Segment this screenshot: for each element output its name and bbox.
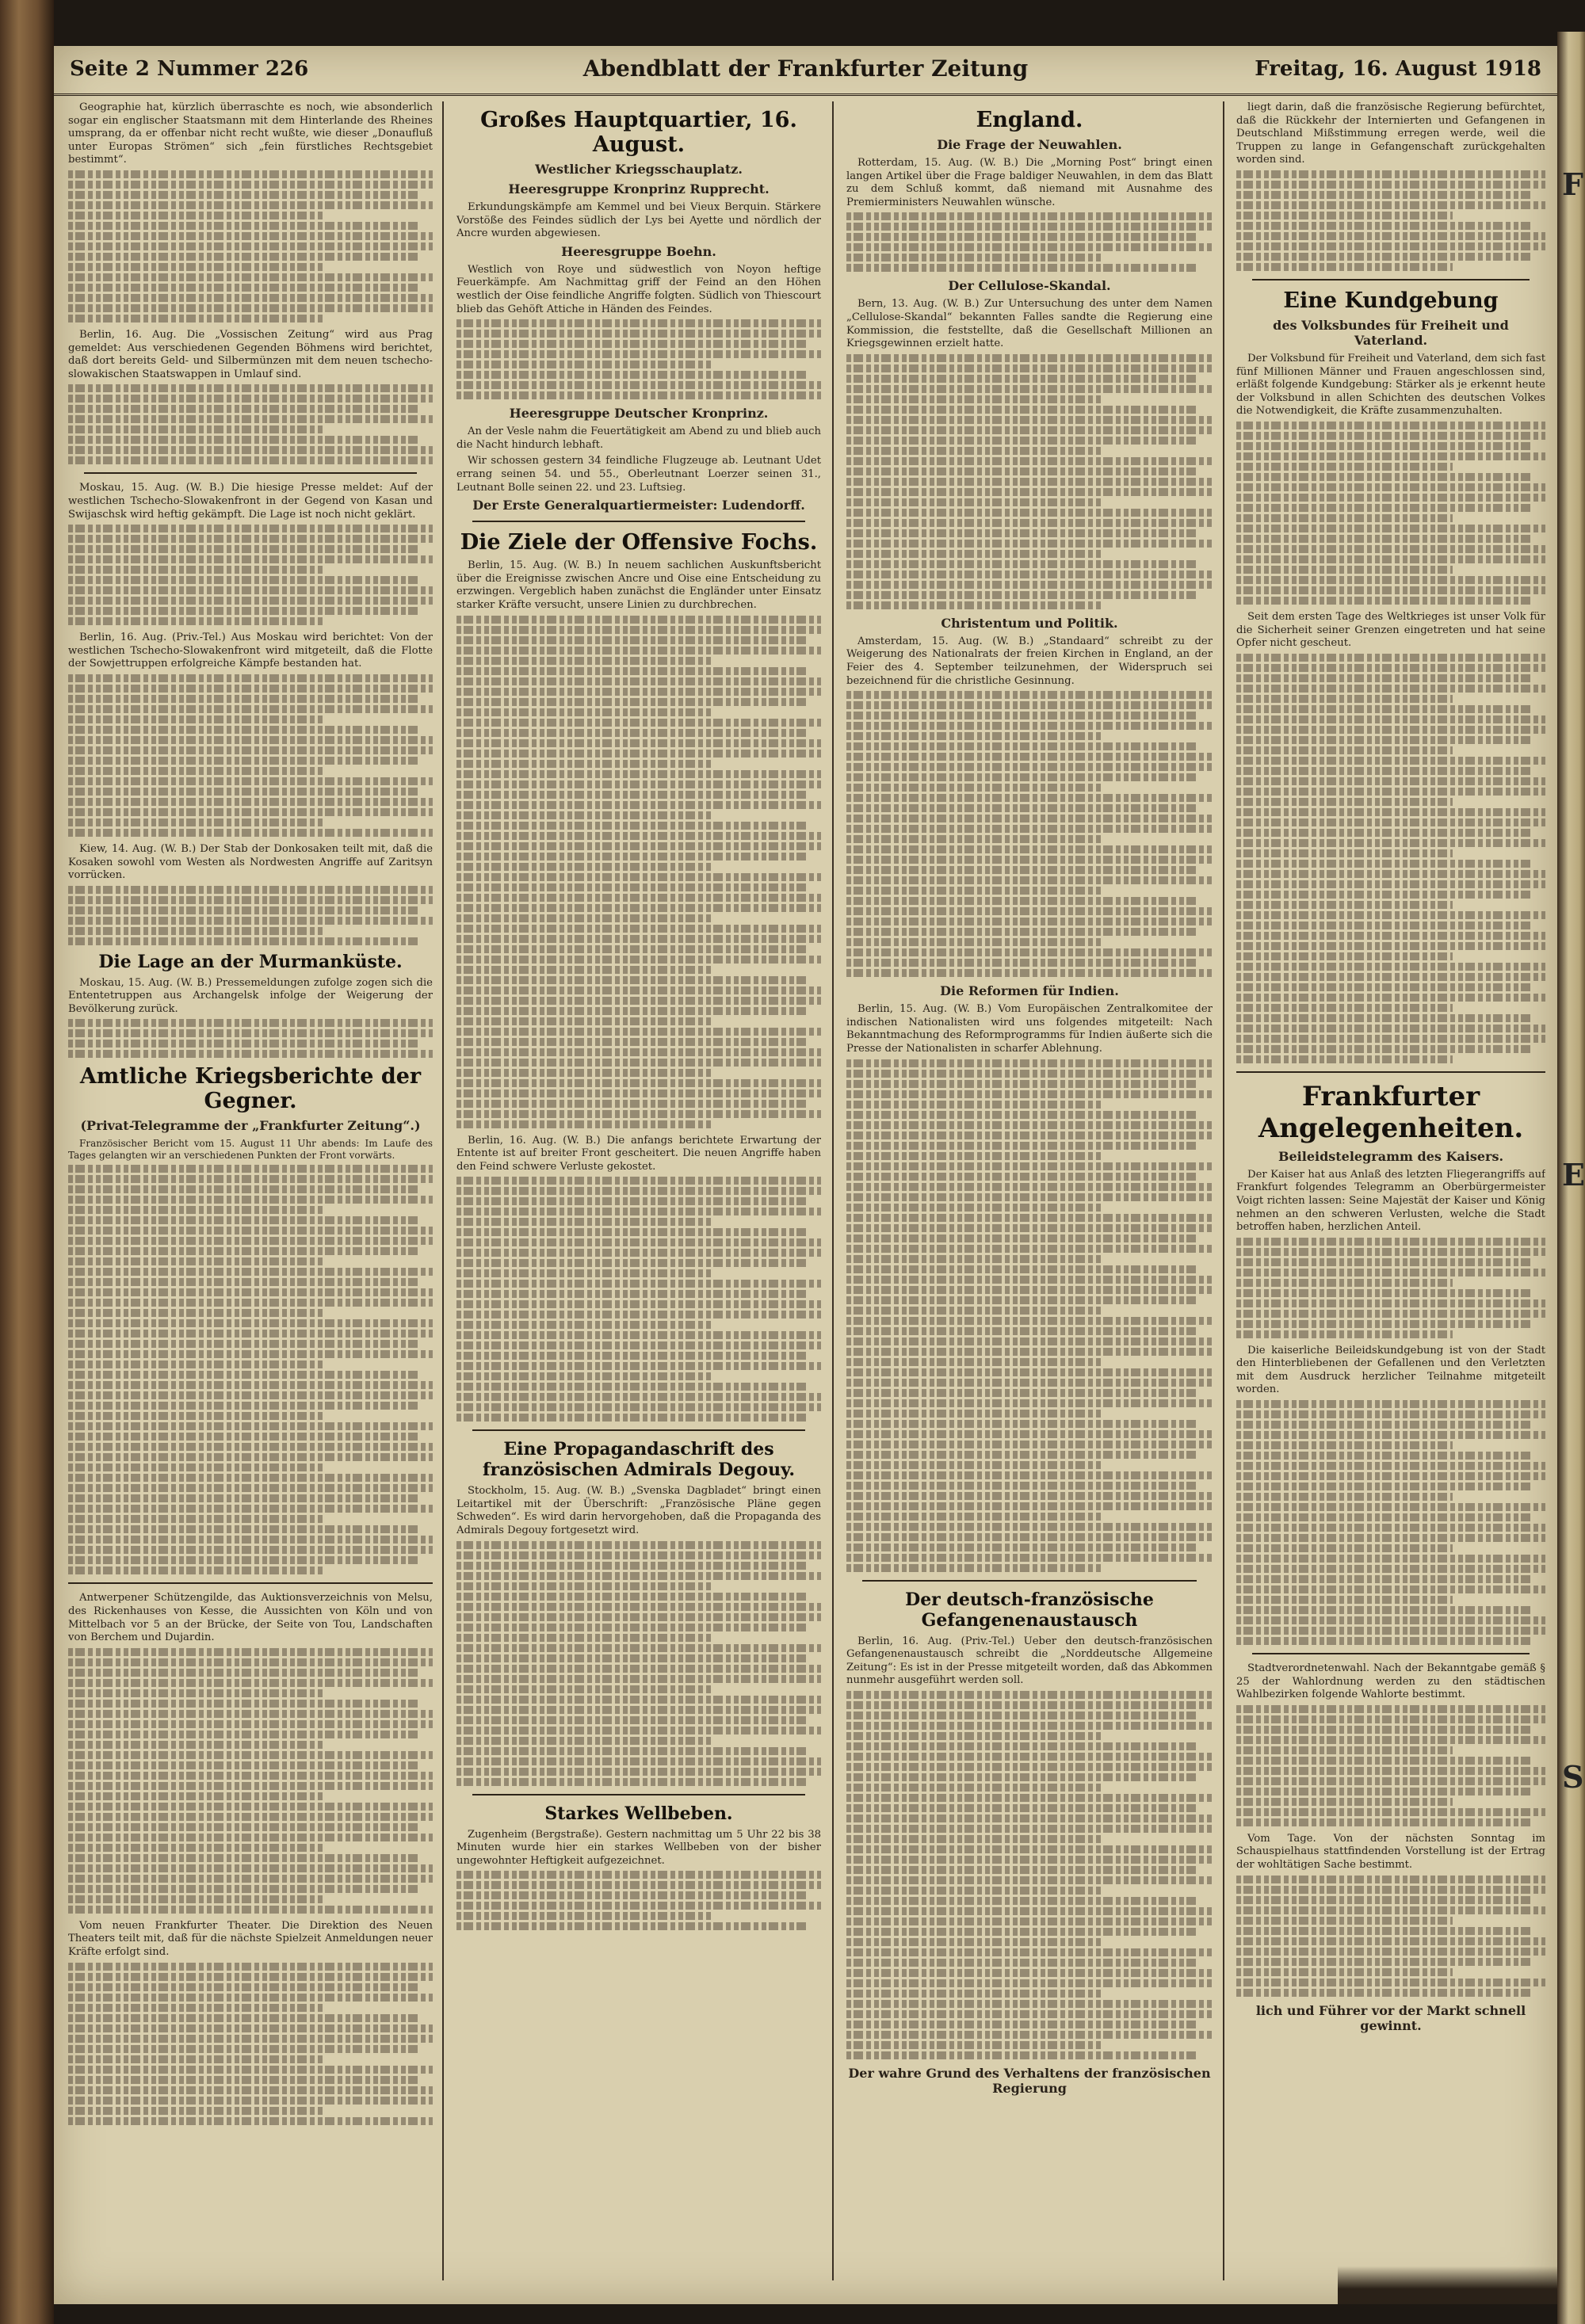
text-lines [1236,1400,1545,1645]
article-text: Berlin, 16. Aug. (W. B.) Die anfangs berichtete Erwartung der Entente ist auf breiter Front gescheitert. Die neuen Angriffe haben den Feind schwere Verluste gekostet. [456,1134,821,1173]
article-text: Berlin, 16. Aug. (Priv.-Tel.) Aus Moskau wird berichtet: Von der westlichen Tschecho-Slowakenfront wird mitgeteilt, daß die Flotte der Sowjettruppen erfolgreiche Kämpfe bestanden hat. [68,632,433,670]
text-lines [456,319,821,399]
text-lines [1236,422,1545,605]
article-text: Berlin, 16. Aug. (Priv.-Tel.) Ueber den deutsch-französischen Gefangenenaustausch schreibt die „Norddeutsche Allgemeine Zeitung“: Es ist in der Presse mitgeteilt worden, daß das Abkommen nunmehr ausgeführt werden soll. [846,1635,1213,1687]
text-lines [846,691,1213,977]
section-subheading: Westlicher Kriegsschauplatz. [535,162,743,177]
text-lines [846,212,1213,272]
text-lines [846,1059,1213,1572]
edge-letter: S [1562,1759,1584,1795]
column-rule [832,101,834,2280]
text-lines [68,886,433,945]
text-lines [1236,170,1545,271]
article-text: Stadtverordnetenwahl. Nach der Bekanntgabe gemäß § 25 der Wahlordnung werden zu den städtischen Wahlbezirken folgende Wahlorte bestimmt. [1236,1662,1545,1701]
text-lines [846,1691,1213,2059]
article-text: Der Volksbund für Freiheit und Vaterland, dem sich fast fünf Millionen Männer und Frauen angeschlossen sind, erläßt folgende Kundgebung: Stärker als je erkennt heute der Volksbund in allen Schichten des deutschen Volkes die Notwendigkeit, die Kräfte zusammenzuhalten. [1236,352,1545,418]
page-header [54,46,1557,96]
article-text: Berlin, 15. Aug. (W. B.) Vom Europäischen Zentralkomitee der indischen Nationalisten wird uns folgendes mitgeteilt: Nach Bekanntmachung des Reformprogramms für Indien äußerte sich die Presse der Nationalisten in scharfer Ablehnung. [846,1003,1213,1055]
article-text: Moskau, 15. Aug. (W. B.) Die hiesige Presse meldet: Auf der westlichen Tschecho-Slowakenfront in der Gegend von Kasan und Swijaschsk wird heftig gekämpft. Die Lage ist noch nicht geklärt. [68,482,433,521]
section-subheading: (Privat-Telegramme der „Frankfurter Zeitung“.) [80,1118,421,1134]
text-lines [456,1177,821,1421]
section-heading: Großes Hauptquartier, 16. August. [480,108,797,157]
page-number: Seite 2 Nummer 226 [70,57,309,81]
text-lines [1236,1705,1545,1826]
article-text: Amsterdam, 15. Aug. (W. B.) „Standaard“ schreibt zu der Weigerung des Nationalrats der freien Kirchen in England, an der Feier des 4. September teilzunehmen, der Widerspruch sei bezeichnend für die christliche Gesinnung. [846,635,1213,687]
article-text: Westlich von Roye und südwestlich von Noyon heftige Feuerkämpfe. Am Nachmittag griff der Feind an den Höhen westlich der Oise feindliche Angriffe folgten. Südlich von Thiescourt blieb das Gehöft Attiche in Händen des Feindes. [456,263,821,315]
text-lines [68,1963,433,2125]
section-subheading: Christentum und Politik. [941,615,1118,631]
section-heading: Der deutsch-französische Gefangenenaustausch [905,1589,1154,1631]
text-lines [68,1019,433,1058]
masthead: Abendblatt der Frankfurter Zeitung [582,55,1029,82]
book-binding [0,0,54,2324]
article-text: Antwerpener Schützengilde, das Auktionsverzeichnis von Melsu, des Rickenhauses von Kesse, die Aussichten von Köln und von Mittelbach vor 5 an der Brücke, der Seite von Tou, Landschaften von Berchem und Dujardin. [68,1592,433,1644]
section-heading: Eine Propagandaschrift des französischen Admirals Degouy. [482,1439,796,1481]
column-3 [846,101,1213,2280]
article-text: Berlin, 15. Aug. (W. B.) In neuem sachlichen Auskunftsbericht über die Ereignisse zwischen Ancre und Oise eine Entscheidung zu erzwingen. Vergeblich haben zunächst die Engländer unter Einsatz starker Kräfte versucht, unsere Linien zu durchbrechen. [456,559,821,611]
text-lines [456,1871,821,1930]
issue-date: Freitag, 16. August 1918 [1255,57,1541,81]
text-lines [846,354,1213,609]
section-heading: Die Ziele der Offensive Fochs. [460,530,818,555]
section-subheading: des Volksbundes für Freiheit und Vaterland. [1273,317,1509,348]
article-text: An der Vesle nahm die Feuertätigkeit am Abend zu und blieb auch die Nacht hindurch lebhaft. [456,425,821,451]
section-heading: Amtliche Kriegsberichte der Gegner. [79,1064,422,1114]
text-lines [68,170,433,322]
next-page-edge [1557,32,1585,2324]
article-footer-line: Der wahre Grund des Verhaltens der französischen Regierung [848,2065,1211,2096]
text-lines [1236,1876,1545,1997]
text-lines [1236,654,1545,1063]
text-lines [68,525,433,625]
torn-page-edge [1338,2266,1557,2304]
text-lines [68,384,433,464]
column-rule [442,101,444,2280]
text-lines [456,616,821,1128]
article-text: Kiew, 14. Aug. (W. B.) Der Stab der Donkosaken teilt mit, daß die Kosaken sowohl vom Westen als Nordwesten Angriffe auf Zaritsyn vorrücken. [68,842,433,882]
article-text: Erkundungskämpfe am Kemmel und bei Vieux Berquin. Stärkere Vorstöße des Feindes südlich der Lys bei Ayette und nördlich der Ancre wurden abgewiesen. [456,201,821,240]
text-lines [68,1165,433,1574]
column-4 [1236,101,1545,2280]
article-text: Seit dem ersten Tage des Weltkrieges ist unser Volk für die Sicherheit seiner Grenzen eingetreten und hat seine Opfer nicht gescheut. [1236,610,1545,650]
section-subheading: Heeresgruppe Deutscher Kronprinz. [509,406,769,422]
text-lines [1236,1238,1545,1338]
article-text: Berlin, 16. Aug. Die „Vossischen Zeitung“ wird aus Prag gemeldet: Aus verschiedenen Gegenden Böhmens wird berichtet, daß dort bereits Geld- und Silbermünzen mit dem neuen tschecho-slowakischen Staatswappen in Umlauf sind. [68,328,433,380]
article-text: Rotterdam, 15. Aug. (W. B.) Die „Morning Post“ bringt einen langen Artikel über die Frage baldiger Neuwahlen, in dem das Blatt zu dem Schluß kommt, daß niemand mit Ausnahme des Premierministers Neuwahlen wünsche. [846,157,1213,208]
section-subheading: Der Cellulose-Skandal. [948,278,1111,294]
article-text: Wir schossen gestern 34 feindliche Flugzeuge ab. Leutnant Udet errang seinen 54. und 55., Oberleutnant Loerzer seinen 31., Leutnant Bolle seinen 22. und 23. Luftsieg. [456,455,821,494]
section-heading: England. [976,108,1083,132]
article-text: Vom neuen Frankfurter Theater. Die Direktion des Neuen Theaters teilt mit, daß für die nächste Spielzeit Anmeldungen neuer Kräfte erfolgt sind. [68,1919,433,1959]
signature: Der Erste Generalquartiermeister: Ludendorff. [472,498,805,513]
section-subheading: Die Reformen für Indien. [940,983,1119,999]
section-heading: Starkes Wellbeben. [544,1803,733,1824]
article-text: Vom Tage. Von der nächsten Sonntag im Schauspielhaus stattfindenden Vorstellung ist der Ertrag der wohltätigen Sache bestimmt. [1236,1832,1545,1872]
article-text: Moskau, 15. Aug. (W. B.) Pressemeldungen zufolge zogen sich die Ententetruppen aus Archangelsk infolge der Weigerung der Bevölkerung zurück. [68,976,433,1015]
section-heading: Eine Kundgebung [1283,288,1499,313]
edge-letter: E [1562,1157,1585,1193]
text-lines [68,1648,433,1914]
article-text: liegt darin, daß die französische Regierung befürchtet, daß die Rückkehr der Internierten und Gefangenen in Deutschland Mißstimmung erregen werde, weil die Truppen zu lange in Gefangenschaft zurückgehalten worden sind. [1236,101,1545,166]
section-heading: Die Lage an der Murmanküste. [98,951,403,972]
column-rule [1223,101,1224,2280]
section-subheading: Heeresgruppe Kronprinz Rupprecht. [508,181,770,197]
article-text: Zugenheim (Bergstraße). Gestern nachmittag um 5 Uhr 22 bis 38 Minuten wurde hier ein starkes Wellbeben von der bisher ungewohnter Heftigkeit aufgezeichnet. [456,1828,821,1867]
section-subheading: Die Frage der Neuwahlen. [937,137,1122,152]
article-text: Die kaiserliche Beileidskundgebung ist von der Stadt den Hinterbliebenen der Gefallenen und den Verletzten mit dem Ausdruck herzlicher Teilnahme mitgeteilt worden. [1236,1344,1545,1396]
article-text: Stockholm, 15. Aug. (W. B.) „Svenska Dagbladet“ bringt einen Leitartikel mit der Überschrift: „Französische Pläne gegen Schweden“. Es wird darin hervorgehoben, daß die Propaganda des Admirals Degouy fortgesetzt wird. [456,1485,821,1537]
section-subheading: Heeresgruppe Boehn. [561,243,716,259]
section-heading: Frankfurter Angelegenheiten. [1258,1080,1524,1144]
article-text: Geographie hat, kürzlich überraschte es noch, wie absonderlich sogar ein englischer Staatsmann mit dem Hinterlande des Rheines umsprang, da er offenbar nicht recht wußte, wie dieser „Donaufluß unter Europas Strömen“ sich „fein fürstliches Rechtsgebiet bestimmt“. [68,101,433,166]
edge-letter: F [1562,166,1583,202]
article-text: Bern, 13. Aug. (W. B.) Zur Untersuchung des unter dem Namen „Cellulose-Skandal“ bekannten Falles sandte die Regierung eine Kommission, die feststellte, daß die Gesellschaft Millionen an Kriegsgewinnen erzielt hatte. [846,298,1213,350]
column-2 [456,101,821,2280]
section-subheading: Beileidstelegramm des Kaisers. [1278,1148,1504,1164]
article-footer-line: lich und Führer vor der Markt schnell gewinnt. [1255,2002,1526,2033]
text-lines [456,1541,821,1786]
article-text: Französischer Bericht vom 15. August 11 Uhr abends: Im Laufe des Tages gelangten wir an verschiedenen Punkten der Front vorwärts. [68,1138,433,1162]
column-1 [68,101,433,2280]
newspaper-page [54,46,1557,2304]
article-text: Der Kaiser hat aus Anlaß des letzten Fliegerangriffs auf Frankfurt folgendes Telegramm an Oberbürgermeister Voigt richten lassen: Seine Majestät der Kaiser und König nehmen an den schweren Verlusten, welche die Stadt betroffen haben, herzlichen Anteil. [1236,1168,1545,1234]
text-lines [68,674,433,837]
